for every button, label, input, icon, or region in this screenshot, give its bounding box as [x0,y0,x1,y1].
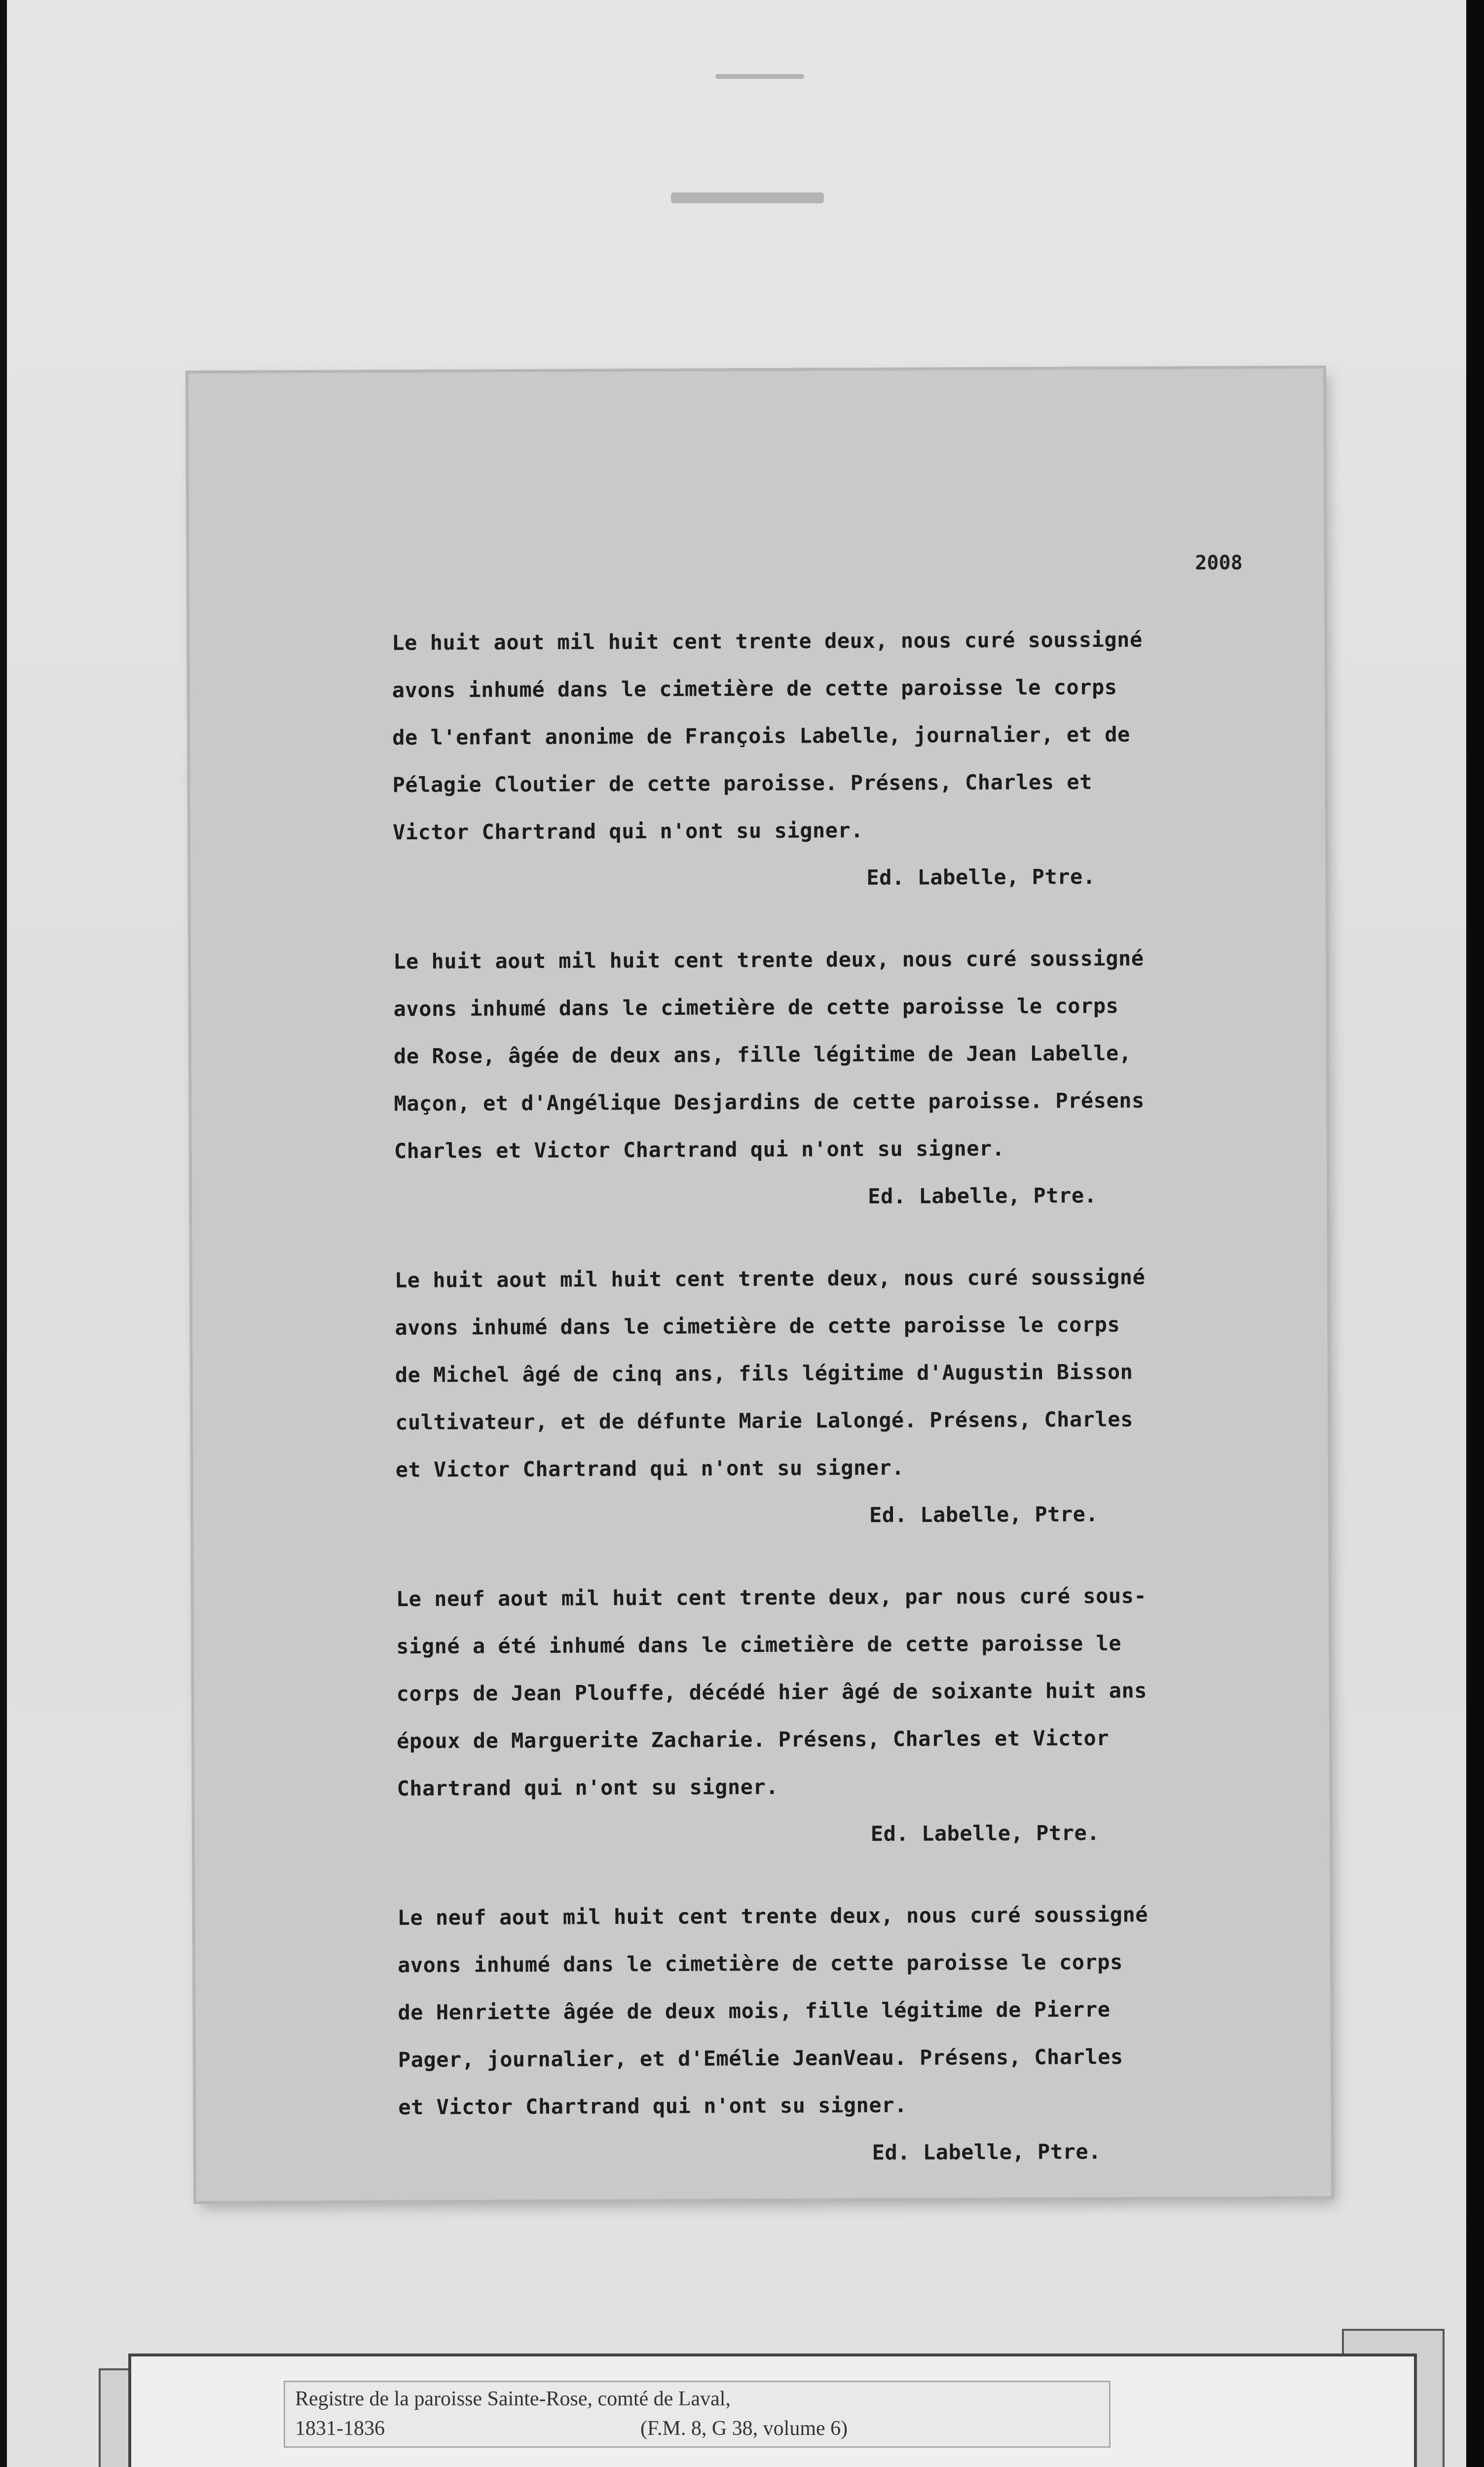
register-reference-slip [284,2381,1111,2448]
entry-line: avons inhumé dans le cimetière de cette paroisse le corps [392,674,1117,703]
priest-signature: Ed. Labelle, Ptre. [868,1183,1097,1209]
priest-signature: Ed. Labelle, Ptre. [866,864,1096,890]
entry-line: Pager, journalier, et d'Emélie JeanVeau. Présens, Charles [398,2044,1123,2072]
priest-signature: Ed. Labelle, Ptre. [872,2139,1101,2165]
entry-line: Chartrand qui n'ont su signer. [397,1774,779,1801]
burial-entries [392,615,1321,2213]
scan-smudge [671,192,824,203]
entry-line: Le huit aout mil huit cent trente deux, nous curé soussigné [394,1265,1146,1293]
burial-entry [395,1253,1318,1541]
entry-line: Victor Chartrand qui n'ont su signer. [392,818,864,845]
entry-line: avons inhumé dans le cimetière de cette paroisse le corps [397,1949,1123,1978]
entry-line: corps de Jean Plouffe, décédé hier âgé de soixante huit ans [396,1678,1148,1706]
entry-line: de Michel âgé de cinq ans, fils légitime d'Augustin Bisson [395,1359,1133,1387]
entry-line: Maçon, et d'Angélique Desjardins de cette paroisse. Présens [394,1088,1145,1116]
page-number: 2008 [1195,551,1243,575]
entry-line: époux de Marguerite Zacharie. Présens, Charles et Victor [396,1725,1110,1754]
burial-entry [392,615,1315,903]
entry-line: Le neuf aout mil huit cent trente deux, nous curé soussigné [397,1902,1149,1930]
priest-signature: Ed. Labelle, Ptre. [869,1502,1099,1528]
entry-line: avons inhumé dans le cimetière de cette paroisse le corps [393,993,1119,1021]
entry-line: signé a été inhumé dans le cimetière de cette paroisse le [396,1631,1122,1659]
entry-line: de l'enfant anonime de François Labelle, journalier, et de [392,722,1130,750]
entry-line: Le huit aout mil huit cent trente deux, nous curé soussigné [393,946,1144,974]
entry-line: et Victor Chartrand qui n'ont su signer. [398,2093,907,2120]
entry-line: cultivateur, et de défunte Marie Lalongé. Présens, Charles [395,1407,1133,1435]
register-page [188,369,1331,2201]
burial-entry [396,1571,1320,1860]
burial-entry [397,1890,1321,2178]
entry-line: et Victor Chartrand qui n'ont su signer. [395,1455,905,1482]
entry-line: de Henriette âgée de deux mois, fille légitime de Pierre [398,1997,1111,2025]
entry-line: de Rose, âgée de deux ans, fille légitime de Jean Labelle, [393,1041,1132,1069]
entry-line: Charles et Victor Chartrand qui n'ont su signer. [394,1136,1005,1163]
priest-signature: Ed. Labelle, Ptre. [870,1821,1100,1846]
register-reference: (F.M. 8, G 38, volume 6) [640,2417,848,2440]
film-border-left [0,0,7,2467]
entry-line: avons inhumé dans le cimetière de cette paroisse le corps [395,1312,1120,1340]
entry-line: Le huit aout mil huit cent trente deux, nous curé soussigné [392,627,1143,655]
register-years: 1831-1836 [295,2417,385,2440]
scan-smudge [715,74,804,79]
register-title: Registre de la paroisse Sainte-Rose, comté de Laval, [295,2388,731,2410]
entry-line: Pélagie Cloutier de cette paroisse. Présens, Charles et [392,770,1092,797]
burial-entry [393,934,1317,1222]
entry-line: Le neuf aout mil huit cent trente deux, par nous curé sous- [396,1583,1147,1611]
film-border-right [1466,0,1484,2467]
